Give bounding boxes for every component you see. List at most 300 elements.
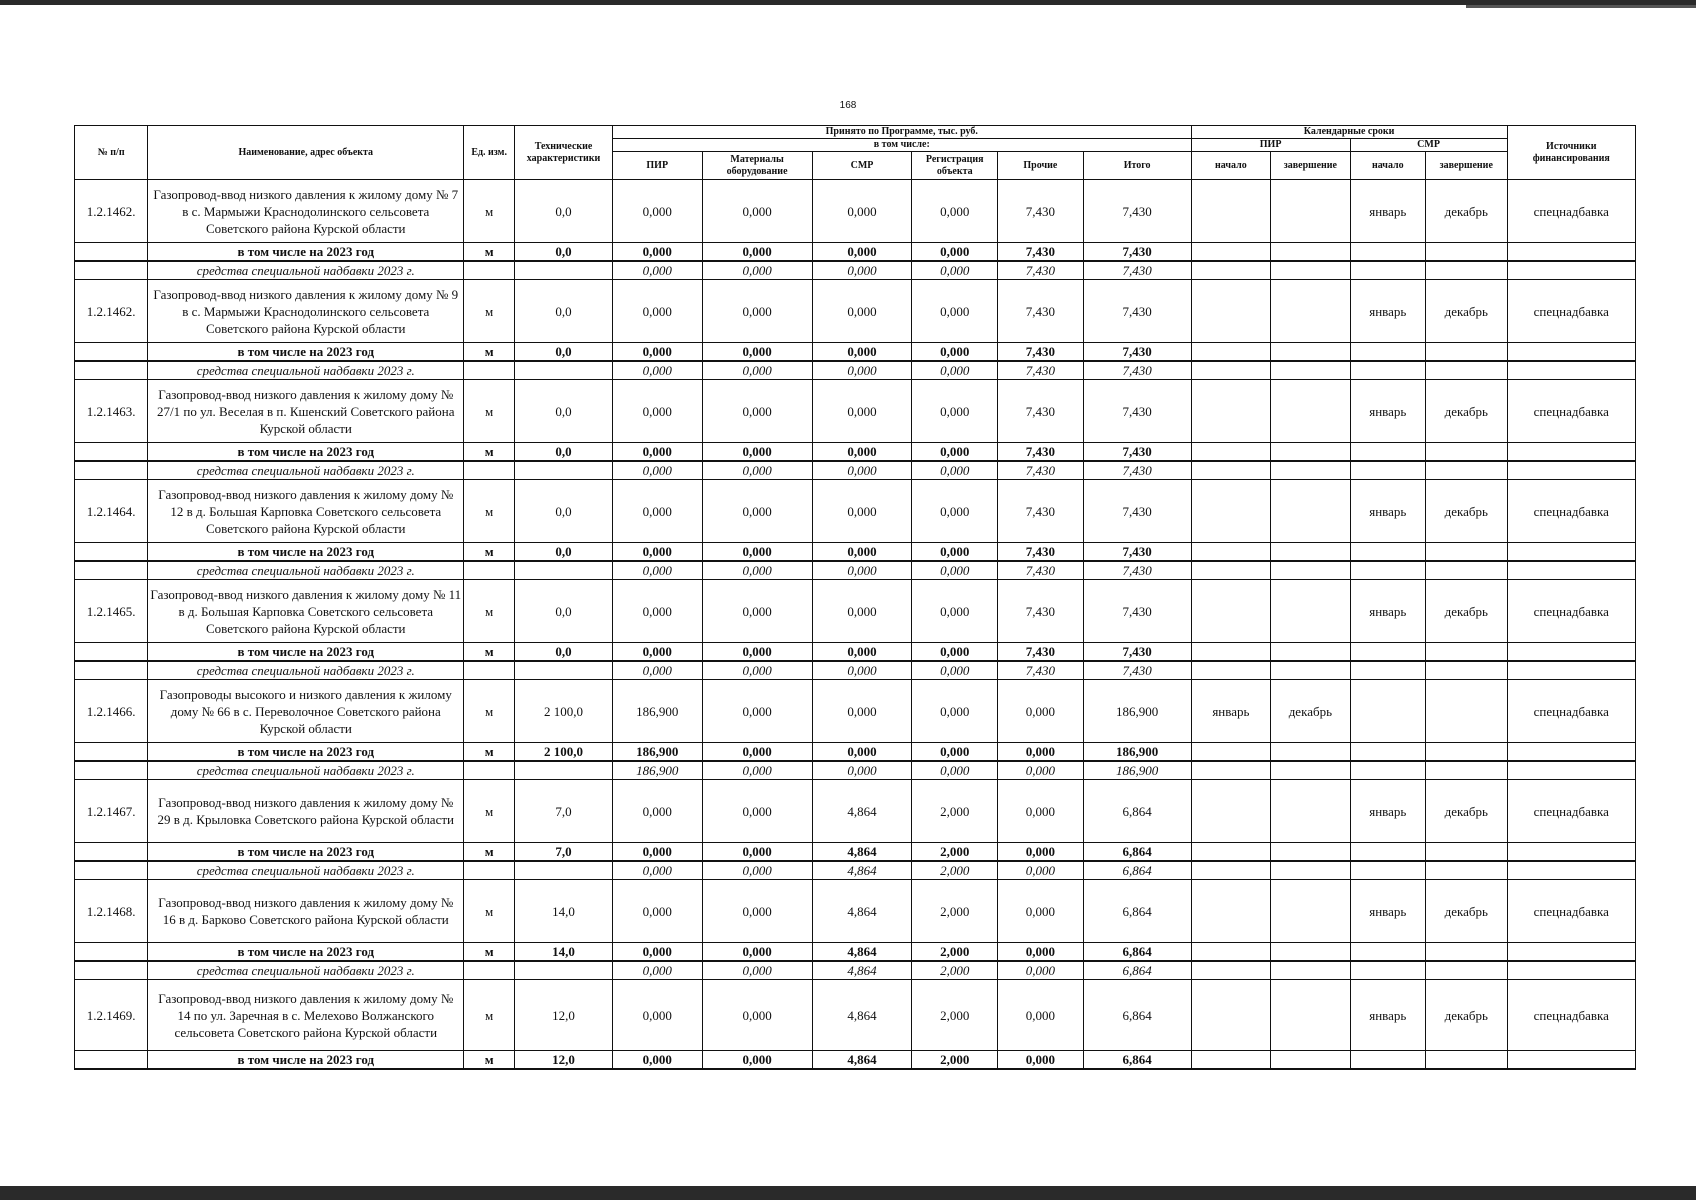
- year-materials: 0,000: [702, 843, 812, 862]
- year-smr: 0,000: [812, 743, 912, 762]
- year-materials: 0,000: [702, 1051, 812, 1070]
- fund-label: средства специальной надбавки 2023 г.: [148, 761, 464, 780]
- year-empty-cell: [1271, 643, 1350, 662]
- year-empty-cell: [1191, 543, 1270, 562]
- year-tech: 12,0: [515, 1051, 613, 1070]
- year-smr: 4,864: [812, 843, 912, 862]
- fund-pir: 0,000: [612, 461, 702, 480]
- year-empty-cell: [1271, 343, 1350, 362]
- year-registration: 0,000: [912, 243, 998, 262]
- year-empty-cell: [1507, 743, 1635, 762]
- materials-cost: 0,000: [702, 180, 812, 243]
- row-num: 1.2.1464.: [75, 480, 148, 543]
- fund-smr: 0,000: [812, 461, 912, 480]
- smr-end: декабрь: [1425, 880, 1507, 943]
- year-materials: 0,000: [702, 543, 812, 562]
- registration-cost: 0,000: [912, 180, 998, 243]
- year-total: 7,430: [1083, 343, 1191, 362]
- year-subtotal-row: [75, 243, 1636, 262]
- smr-cost: 0,000: [812, 180, 912, 243]
- fund-empty-cell: [1425, 561, 1507, 580]
- year-tech: 0,0: [515, 443, 613, 462]
- year-num-empty: [75, 443, 148, 462]
- year-total: 7,430: [1083, 443, 1191, 462]
- fund-materials: 0,000: [702, 761, 812, 780]
- year-empty-cell: [1425, 943, 1507, 962]
- materials-cost: 0,000: [702, 380, 812, 443]
- fund-unit-empty: [464, 861, 515, 880]
- fund-empty-cell: [1425, 661, 1507, 680]
- funding-source: спецнадбавка: [1507, 880, 1635, 943]
- fund-tech-empty: [515, 261, 613, 280]
- year-label: в том числе на 2023 год: [148, 543, 464, 562]
- registration-cost: 2,000: [912, 880, 998, 943]
- year-empty-cell: [1191, 943, 1270, 962]
- fund-smr: 4,864: [812, 861, 912, 880]
- fund-total: 7,430: [1083, 261, 1191, 280]
- year-registration: 2,000: [912, 843, 998, 862]
- fund-num-empty: [75, 861, 148, 880]
- materials-cost: 0,000: [702, 780, 812, 843]
- funding-source: спецнадбавка: [1507, 980, 1635, 1051]
- year-unit: м: [464, 1051, 515, 1070]
- header-pir-end: завершение: [1271, 152, 1350, 180]
- total-cost: 7,430: [1083, 280, 1191, 343]
- fund-materials: 0,000: [702, 261, 812, 280]
- fund-empty-cell: [1507, 361, 1635, 380]
- fund-empty-cell: [1271, 761, 1350, 780]
- pir-end: [1271, 480, 1350, 543]
- pir-cost: 0,000: [612, 880, 702, 943]
- fund-empty-cell: [1191, 361, 1270, 380]
- smr-start: январь: [1350, 380, 1425, 443]
- header-sources: Источники финансирования: [1507, 126, 1635, 180]
- fund-other: 7,430: [998, 561, 1084, 580]
- smr-cost: 0,000: [812, 480, 912, 543]
- row-num: 1.2.1468.: [75, 880, 148, 943]
- year-total: 7,430: [1083, 643, 1191, 662]
- year-empty-cell: [1507, 343, 1635, 362]
- unit: м: [464, 180, 515, 243]
- year-label: в том числе на 2023 год: [148, 343, 464, 362]
- fund-other: 7,430: [998, 461, 1084, 480]
- year-smr: 0,000: [812, 343, 912, 362]
- year-num-empty: [75, 1051, 148, 1070]
- row-num: 1.2.1463.: [75, 380, 148, 443]
- year-subtotal-row: [75, 643, 1636, 662]
- year-unit: м: [464, 243, 515, 262]
- total-cost: 6,864: [1083, 880, 1191, 943]
- row-num: 1.2.1465.: [75, 580, 148, 643]
- smr-start: январь: [1350, 180, 1425, 243]
- header-accepted: Принято по Программе, тыс. руб.: [612, 126, 1191, 139]
- materials-cost: 0,000: [702, 980, 812, 1051]
- fund-row: [75, 961, 1636, 980]
- fund-label: средства специальной надбавки 2023 г.: [148, 961, 464, 980]
- smr-start: январь: [1350, 580, 1425, 643]
- year-unit: м: [464, 643, 515, 662]
- fund-empty-cell: [1271, 861, 1350, 880]
- header-smr-end: завершение: [1425, 152, 1507, 180]
- year-subtotal-row: [75, 1051, 1636, 1070]
- row-num: 1.2.1467.: [75, 780, 148, 843]
- fund-label: средства специальной надбавки 2023 г.: [148, 361, 464, 380]
- year-empty-cell: [1271, 1051, 1350, 1070]
- year-pir: 0,000: [612, 943, 702, 962]
- header-pir-start: начало: [1191, 152, 1270, 180]
- fund-pir: 0,000: [612, 661, 702, 680]
- register-table: [74, 125, 1636, 1070]
- fund-empty-cell: [1507, 461, 1635, 480]
- year-num-empty: [75, 743, 148, 762]
- table-row: [75, 580, 1636, 643]
- header-total: Итого: [1083, 152, 1191, 180]
- year-tech: 7,0: [515, 843, 613, 862]
- fund-materials: 0,000: [702, 661, 812, 680]
- year-empty-cell: [1271, 443, 1350, 462]
- fund-empty-cell: [1350, 761, 1425, 780]
- year-empty-cell: [1271, 543, 1350, 562]
- fund-other: 0,000: [998, 761, 1084, 780]
- tech-characteristics: 2 100,0: [515, 680, 613, 743]
- year-subtotal-row: [75, 943, 1636, 962]
- year-empty-cell: [1507, 1051, 1635, 1070]
- fund-row: [75, 261, 1636, 280]
- fund-total: 6,864: [1083, 961, 1191, 980]
- year-registration: 0,000: [912, 543, 998, 562]
- year-label: в том числе на 2023 год: [148, 943, 464, 962]
- fund-empty-cell: [1425, 861, 1507, 880]
- year-pir: 0,000: [612, 443, 702, 462]
- registration-cost: 2,000: [912, 980, 998, 1051]
- row-num: 1.2.1469.: [75, 980, 148, 1051]
- fund-empty-cell: [1507, 861, 1635, 880]
- other-cost: 0,000: [998, 780, 1084, 843]
- pir-cost: 0,000: [612, 780, 702, 843]
- year-empty-cell: [1425, 1051, 1507, 1070]
- header-other: Прочие: [998, 152, 1084, 180]
- year-num-empty: [75, 943, 148, 962]
- total-cost: 7,430: [1083, 380, 1191, 443]
- registration-cost: 0,000: [912, 380, 998, 443]
- year-pir: 186,900: [612, 743, 702, 762]
- pir-start: [1191, 380, 1270, 443]
- unit: м: [464, 280, 515, 343]
- year-pir: 0,000: [612, 643, 702, 662]
- fund-pir: 0,000: [612, 261, 702, 280]
- header-calendar: Календарные сроки: [1191, 126, 1507, 139]
- unit: м: [464, 780, 515, 843]
- fund-total: 186,900: [1083, 761, 1191, 780]
- fund-unit-empty: [464, 261, 515, 280]
- pir-cost: 0,000: [612, 580, 702, 643]
- other-cost: 7,430: [998, 380, 1084, 443]
- year-empty-cell: [1271, 943, 1350, 962]
- year-subtotal-row: [75, 443, 1636, 462]
- year-unit: м: [464, 443, 515, 462]
- year-empty-cell: [1350, 243, 1425, 262]
- year-other: 0,000: [998, 843, 1084, 862]
- year-other: 0,000: [998, 1051, 1084, 1070]
- fund-label: средства специальной надбавки 2023 г.: [148, 461, 464, 480]
- year-tech: 0,0: [515, 243, 613, 262]
- year-subtotal-row: [75, 743, 1636, 762]
- year-num-empty: [75, 343, 148, 362]
- scan-top-edge: [0, 0, 1696, 5]
- fund-empty-cell: [1350, 661, 1425, 680]
- fund-empty-cell: [1191, 261, 1270, 280]
- pir-end: [1271, 980, 1350, 1051]
- year-tech: 14,0: [515, 943, 613, 962]
- registration-cost: 0,000: [912, 480, 998, 543]
- smr-end: [1425, 680, 1507, 743]
- registration-cost: 2,000: [912, 780, 998, 843]
- other-cost: 0,000: [998, 680, 1084, 743]
- smr-start: январь: [1350, 980, 1425, 1051]
- year-empty-cell: [1425, 343, 1507, 362]
- year-materials: 0,000: [702, 743, 812, 762]
- year-empty-cell: [1191, 843, 1270, 862]
- fund-num-empty: [75, 961, 148, 980]
- year-label: в том числе на 2023 год: [148, 643, 464, 662]
- smr-end: декабрь: [1425, 780, 1507, 843]
- header-name: Наименование, адрес объекта: [148, 126, 464, 180]
- other-cost: 7,430: [998, 280, 1084, 343]
- year-empty-cell: [1507, 843, 1635, 862]
- year-empty-cell: [1425, 743, 1507, 762]
- smr-end: декабрь: [1425, 180, 1507, 243]
- smr-start: [1350, 680, 1425, 743]
- year-empty-cell: [1425, 243, 1507, 262]
- year-label: в том числе на 2023 год: [148, 1051, 464, 1070]
- fund-empty-cell: [1350, 261, 1425, 280]
- fund-materials: 0,000: [702, 361, 812, 380]
- smr-cost: 0,000: [812, 380, 912, 443]
- year-pir: 0,000: [612, 843, 702, 862]
- fund-pir: 0,000: [612, 861, 702, 880]
- pir-cost: 0,000: [612, 280, 702, 343]
- fund-other: 7,430: [998, 661, 1084, 680]
- fund-tech-empty: [515, 861, 613, 880]
- header-pir: ПИР: [612, 152, 702, 180]
- fund-empty-cell: [1507, 661, 1635, 680]
- fund-pir: 0,000: [612, 961, 702, 980]
- year-num-empty: [75, 843, 148, 862]
- year-empty-cell: [1350, 343, 1425, 362]
- header-materials: Материалы оборудование: [702, 152, 812, 180]
- year-label: в том числе на 2023 год: [148, 243, 464, 262]
- fund-label: средства специальной надбавки 2023 г.: [148, 561, 464, 580]
- year-smr: 4,864: [812, 1051, 912, 1070]
- year-empty-cell: [1425, 443, 1507, 462]
- fund-row: [75, 861, 1636, 880]
- fund-empty-cell: [1271, 261, 1350, 280]
- total-cost: 186,900: [1083, 680, 1191, 743]
- year-registration: 2,000: [912, 943, 998, 962]
- year-total: 7,430: [1083, 543, 1191, 562]
- total-cost: 7,430: [1083, 580, 1191, 643]
- pir-cost: 0,000: [612, 380, 702, 443]
- year-pir: 0,000: [612, 543, 702, 562]
- year-empty-cell: [1350, 543, 1425, 562]
- fund-num-empty: [75, 561, 148, 580]
- fund-empty-cell: [1507, 961, 1635, 980]
- pir-cost: 0,000: [612, 180, 702, 243]
- fund-num-empty: [75, 761, 148, 780]
- scan-top-edge-right: [1466, 5, 1696, 8]
- year-other: 0,000: [998, 743, 1084, 762]
- tech-characteristics: 12,0: [515, 980, 613, 1051]
- fund-empty-cell: [1350, 461, 1425, 480]
- table-row: [75, 780, 1636, 843]
- fund-total: 7,430: [1083, 461, 1191, 480]
- fund-other: 0,000: [998, 961, 1084, 980]
- year-empty-cell: [1191, 1051, 1270, 1070]
- year-empty-cell: [1271, 243, 1350, 262]
- smr-cost: 0,000: [812, 280, 912, 343]
- funding-source: спецнадбавка: [1507, 180, 1635, 243]
- fund-registration: 0,000: [912, 361, 998, 380]
- fund-empty-cell: [1507, 761, 1635, 780]
- year-empty-cell: [1425, 643, 1507, 662]
- year-other: 0,000: [998, 943, 1084, 962]
- fund-smr: 0,000: [812, 361, 912, 380]
- fund-registration: 2,000: [912, 961, 998, 980]
- fund-row: [75, 661, 1636, 680]
- fund-other: 0,000: [998, 861, 1084, 880]
- pir-start: январь: [1191, 680, 1270, 743]
- year-smr: 0,000: [812, 643, 912, 662]
- year-tech: 0,0: [515, 643, 613, 662]
- year-empty-cell: [1191, 443, 1270, 462]
- smr-end: декабрь: [1425, 280, 1507, 343]
- year-smr: 0,000: [812, 243, 912, 262]
- year-unit: м: [464, 943, 515, 962]
- fund-empty-cell: [1271, 661, 1350, 680]
- year-other: 7,430: [998, 343, 1084, 362]
- year-label: в том числе на 2023 год: [148, 743, 464, 762]
- fund-empty-cell: [1271, 461, 1350, 480]
- smr-cost: 4,864: [812, 980, 912, 1051]
- funding-source: спецнадбавка: [1507, 780, 1635, 843]
- table-row: [75, 480, 1636, 543]
- fund-smr: 4,864: [812, 961, 912, 980]
- fund-num-empty: [75, 461, 148, 480]
- materials-cost: 0,000: [702, 580, 812, 643]
- year-empty-cell: [1507, 243, 1635, 262]
- year-total: 6,864: [1083, 1051, 1191, 1070]
- year-total: 6,864: [1083, 943, 1191, 962]
- table-row: [75, 380, 1636, 443]
- tech-characteristics: 0,0: [515, 580, 613, 643]
- fund-smr: 0,000: [812, 561, 912, 580]
- year-registration: 0,000: [912, 743, 998, 762]
- smr-cost: 0,000: [812, 680, 912, 743]
- fund-num-empty: [75, 661, 148, 680]
- smr-cost: 0,000: [812, 580, 912, 643]
- pir-end: декабрь: [1271, 680, 1350, 743]
- year-label: в том числе на 2023 год: [148, 443, 464, 462]
- scan-bottom-edge: [0, 1186, 1696, 1200]
- fund-empty-cell: [1271, 961, 1350, 980]
- tech-characteristics: 7,0: [515, 780, 613, 843]
- pir-cost: 0,000: [612, 980, 702, 1051]
- unit: м: [464, 880, 515, 943]
- year-other: 7,430: [998, 243, 1084, 262]
- fund-registration: 0,000: [912, 761, 998, 780]
- pir-end: [1271, 580, 1350, 643]
- total-cost: 6,864: [1083, 780, 1191, 843]
- smr-cost: 4,864: [812, 780, 912, 843]
- table-row: [75, 880, 1636, 943]
- funding-source: спецнадбавка: [1507, 380, 1635, 443]
- year-empty-cell: [1425, 843, 1507, 862]
- fund-unit-empty: [464, 961, 515, 980]
- tech-characteristics: 0,0: [515, 280, 613, 343]
- year-pir: 0,000: [612, 243, 702, 262]
- object-name: Газопровод-ввод низкого давления к жилому дому № 27/1 по ул. Веселая в п. Кшенский Советского района Курской области: [148, 380, 464, 443]
- year-registration: 0,000: [912, 643, 998, 662]
- year-unit: м: [464, 543, 515, 562]
- fund-empty-cell: [1425, 261, 1507, 280]
- year-empty-cell: [1350, 643, 1425, 662]
- fund-empty-cell: [1425, 361, 1507, 380]
- fund-tech-empty: [515, 661, 613, 680]
- year-other: 7,430: [998, 443, 1084, 462]
- table-row: [75, 980, 1636, 1051]
- fund-tech-empty: [515, 961, 613, 980]
- fund-unit-empty: [464, 761, 515, 780]
- fund-materials: 0,000: [702, 461, 812, 480]
- fund-row: [75, 461, 1636, 480]
- table-body: [75, 180, 1636, 1070]
- year-materials: 0,000: [702, 443, 812, 462]
- fund-smr: 0,000: [812, 661, 912, 680]
- object-name: Газопровод-ввод низкого давления к жилому дому № 11 в д. Большая Карповка Советского сельсовета Советского района Курской области: [148, 580, 464, 643]
- fund-unit-empty: [464, 561, 515, 580]
- unit: м: [464, 580, 515, 643]
- smr-start: январь: [1350, 280, 1425, 343]
- funding-source: спецнадбавка: [1507, 580, 1635, 643]
- object-name: Газопровод-ввод низкого давления к жилому дому № 9 в с. Мармыжи Краснодолинского сельсовета Советского района Курской области: [148, 280, 464, 343]
- smr-start: январь: [1350, 480, 1425, 543]
- year-empty-cell: [1350, 843, 1425, 862]
- year-subtotal-row: [75, 543, 1636, 562]
- materials-cost: 0,000: [702, 680, 812, 743]
- total-cost: 7,430: [1083, 180, 1191, 243]
- materials-cost: 0,000: [702, 280, 812, 343]
- year-empty-cell: [1350, 1051, 1425, 1070]
- fund-registration: 0,000: [912, 561, 998, 580]
- year-empty-cell: [1507, 643, 1635, 662]
- fund-num-empty: [75, 261, 148, 280]
- fund-smr: 0,000: [812, 761, 912, 780]
- fund-label: средства специальной надбавки 2023 г.: [148, 261, 464, 280]
- fund-materials: 0,000: [702, 961, 812, 980]
- fund-empty-cell: [1350, 361, 1425, 380]
- other-cost: 7,430: [998, 580, 1084, 643]
- year-num-empty: [75, 243, 148, 262]
- year-unit: м: [464, 343, 515, 362]
- year-smr: 0,000: [812, 443, 912, 462]
- year-empty-cell: [1350, 943, 1425, 962]
- fund-empty-cell: [1425, 961, 1507, 980]
- object-name: Газопровод-ввод низкого давления к жилому дому № 16 в д. Барково Советского района Курской области: [148, 880, 464, 943]
- year-smr: 0,000: [812, 543, 912, 562]
- year-registration: 0,000: [912, 343, 998, 362]
- header-smr: СМР: [812, 152, 912, 180]
- year-materials: 0,000: [702, 643, 812, 662]
